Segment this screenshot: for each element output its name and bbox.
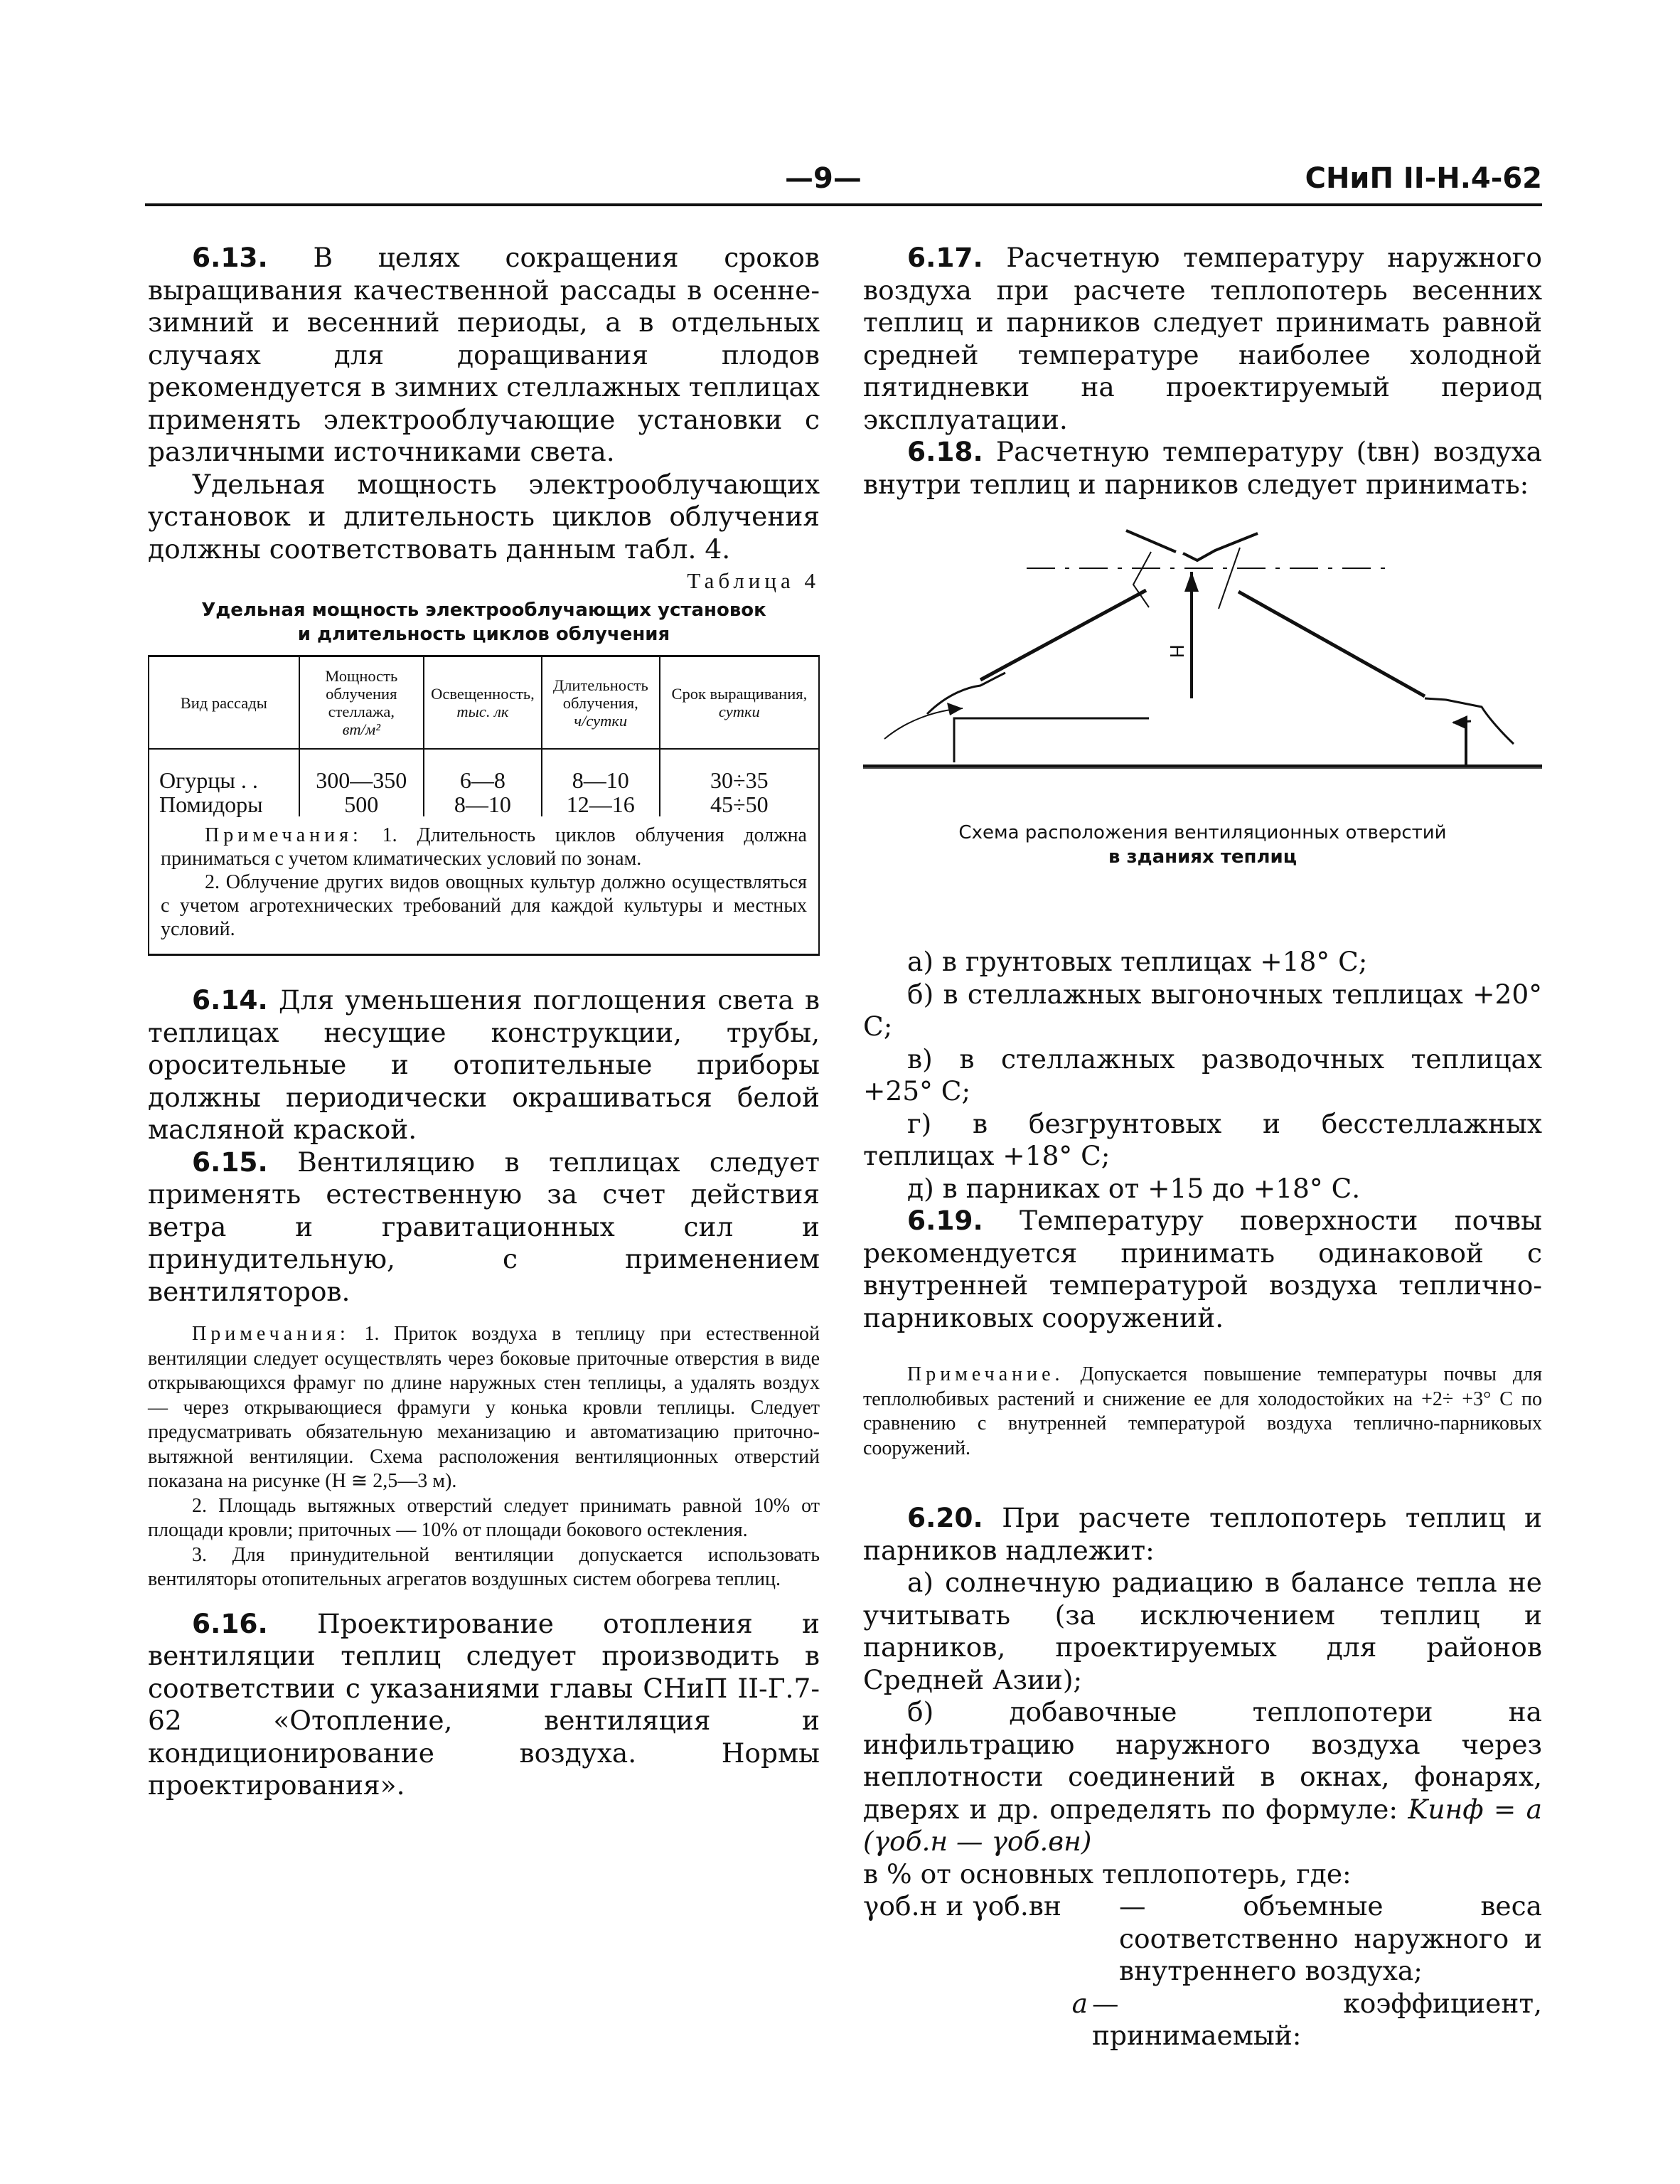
note-text: Допускается повышение температуры почвы для теплолюбивых растений и снижение ее для холодостойких на +2÷ +3° С по сравнению с внутренней температурой воздуха теплично-парниковых сооружений. (863, 1363, 1542, 1459)
note-text: 2. Облучение других видов овощных культур должно осуществляться с учетом агротехнических требований для каждой культуры и местных условий. (161, 871, 807, 940)
temperature-item-d: д) в парниках от +15 до +18° С. (907, 1172, 1361, 1204)
table-header-cell: Мощность облучения стеллажа, вт/м² (299, 656, 424, 750)
table-title (148, 598, 820, 646)
paragraph-6-14 (148, 984, 820, 1146)
paragraph-6-19 (863, 1205, 1542, 1334)
table-header-row (149, 656, 819, 750)
table-header-cell: Освещенность, тыс. лк (424, 656, 542, 750)
infiltration-formula: Kинф = a (γоб.н — γоб.вн) (863, 1793, 1542, 1857)
paragraph-text: Для уменьшения поглощения света в теплицах несущие конструкции, трубы, оросительные и отопительные приборы должны периодически окрашиваться белой масляной краской. (148, 984, 820, 1145)
right-column (863, 242, 1542, 2052)
table-header-cell: Длительность облучения, ч/сутки (542, 656, 660, 750)
table-notes-row (149, 816, 819, 955)
table-cell: Огурцы . . Помидоры (149, 749, 299, 816)
note-label: Примечание. (907, 1363, 1064, 1385)
table-row (149, 749, 819, 816)
clause-number: 6.13. (192, 242, 268, 273)
paragraph-text: Проектирование отопления и вентиляции теплиц следует производить в соответствии с указаниями главы СНиП II-Г.7-62 «Отопление, вентиляция и кондиционирование воздуха. Нормы проектирования». (148, 1607, 820, 1801)
definition-symbol: a (1071, 1987, 1088, 2019)
temperature-item-v: в) в стеллажных разводочных теплицах +25° С; (863, 1043, 1542, 1107)
greenhouse-section-drawing (863, 508, 1542, 821)
exhaust-arrow-right (1219, 548, 1240, 609)
paragraph-text: Вентиляцию в теплицах следует применять естественную за счет действия ветра и гравитационных сил и принудительную, с применением вентиляторов. (148, 1146, 820, 1307)
exhaust-arrow-left (1133, 552, 1151, 607)
table-header-cell: Срок выращивания, сутки (660, 656, 819, 750)
irradiation-table (148, 655, 820, 956)
table-title-line-1: Удельная мощность электрооблучающих установок (201, 600, 766, 621)
table-caption: Таблица 4 (687, 568, 820, 593)
ventilation-diagram (863, 508, 1542, 821)
paragraph-text: Расчетную температуру (tвн) воздуха внутри теплиц и парников следует принимать: (863, 436, 1542, 500)
note-6-19 (863, 1363, 1542, 1461)
temperature-item-g: г) в безгрунтовых и бесстеллажных теплицах +18° С; (863, 1107, 1542, 1171)
clause-number: 6.20. (907, 1502, 983, 1533)
clause-number: 6.17. (907, 242, 983, 273)
height-label: Н (1165, 644, 1187, 659)
clause-number: 6.19. (907, 1205, 983, 1236)
note-6-15-2: 2. Площадь вытяжных отверстий следует принимать равной 10% от площади кровли; приточных — 10% от площади бокового остекления. (148, 1494, 820, 1541)
note-label: Примечания: (192, 1323, 350, 1345)
paragraph-6-16 (148, 1608, 820, 1802)
paragraph-6-20-b (863, 1696, 1542, 1858)
table-header-cell: Вид рассады (149, 656, 299, 750)
paragraph-6-13 (148, 242, 820, 469)
roof-slope-right (1238, 592, 1425, 696)
table-cell: 6—8 8—10 (424, 749, 542, 816)
clause-number: 6.16. (192, 1607, 268, 1639)
page-number: —9— (785, 162, 862, 195)
paragraph-6-13-b: Удельная мощность электрооблучающих установок и длительность циклов облучения должны соответствовать данным табл. 4. (148, 468, 820, 565)
table-notes (149, 816, 819, 955)
note-label: Примечания: (205, 824, 363, 846)
document-code: СНиП II-Н.4-62 (1305, 162, 1542, 195)
figure-caption-line-2: в зданиях теплиц (1108, 846, 1298, 868)
left-column (148, 242, 820, 1802)
paragraph-6-15 (148, 1146, 820, 1309)
paragraph-6-18 (863, 436, 1542, 501)
table-title-line-2: и длительность циклов облучения (297, 624, 670, 645)
definition-text: — объемные веса соответственно наружного и внутреннего воздуха; (1119, 1890, 1542, 1986)
paragraph-text: При расчете теплопотерь теплиц и парников надлежит: (863, 1502, 1542, 1566)
temperature-item-a: а) в грунтовых теплицах +18° С; (907, 946, 1368, 977)
paragraph-text: б) добавочные теплопотери на инфильтрацию наружного воздуха через неплотности соединений в окнах, фонарях, дверях и др. определять по формуле: (863, 1696, 1542, 1825)
note-6-15-1 (148, 1322, 820, 1494)
definition-row (863, 1988, 1542, 2052)
paragraph-6-17 (863, 242, 1542, 436)
note-text: 1. Приток воздуха в теплицу при естественной вентиляции следует осуществлять через боковые приточные отверстия в виде открывающихся фрамуг по длине наружных стен теплицы, а удалять воздух — через открывающиеся фрамуги у конька кровли теплицы. Следует предусматривать обязательную механизацию и автоматизацию приточно-вытяжной вентиляции. Схема расположения вентиляционных отверстий показана на рисунке (H ≅ 2,5—3 м). (148, 1323, 820, 1492)
table-cell: 300—350 500 (299, 749, 424, 816)
figure-caption (863, 821, 1542, 869)
side-vent-left (927, 673, 1005, 714)
formula-tail: в % от основных теплопотерь, где: (863, 1858, 1352, 1890)
ridge-vent-right (1183, 533, 1258, 560)
wall-left (954, 718, 1149, 762)
clause-number: 6.18. (907, 436, 983, 467)
definition-text: — коэффициент, принимаемый: (1092, 1987, 1542, 2051)
paragraph-6-20-a: а) солнечную радиацию в балансе тепла не учитывать (за исключением теплиц и парников, проектируемых для районов Средней Азии); (863, 1567, 1542, 1695)
height-arrow-top (1184, 572, 1199, 592)
clause-number: 6.15. (192, 1146, 268, 1178)
table-cell: 30÷35 45÷50 (660, 749, 819, 816)
figure-caption-line-1: Схема расположения вентиляционных отверстий (958, 822, 1447, 843)
definition-row (863, 1890, 1542, 1988)
paragraph-text: В целях сокращения сроков выращивания качественной рассады в осенне-зимний и весенний периоды, а в отдельных случаях для доращивания плодов рекомендуется в зимних стеллажных теплицах применять электрооблучающие установки с различными источниками света. (148, 242, 820, 467)
note-text: 1. Длительность циклов облучения должна приниматься с учетом климатических условий по зонам. (161, 824, 807, 870)
clause-number: 6.14. (192, 984, 268, 1016)
temperature-item-b: б) в стеллажных выгоночных теплицах +20° С; (863, 978, 1542, 1042)
ridge-vent-left (1126, 531, 1176, 552)
table-cell: 8—10 12—16 (542, 749, 660, 816)
note-6-15-3: 3. Для принудительной вентиляции допускается использовать вентиляторы отопительных агрегатов воздушных систем обогрева теплиц. (148, 1543, 820, 1590)
definition-symbols: γоб.н и γоб.вн (863, 1890, 1061, 1922)
paragraph-text: Расчетную температуру наружного воздуха при расчете теплопотерь весенних теплиц и парников следует принимать равной средней температуре наиболее холодной пятидневки на проектируемый период эксплуатации. (863, 242, 1542, 435)
paragraph-text: Температуру поверхности почвы рекомендуется принимать одинаковой с внутренней температурой воздуха теплично-парниковых сооружений. (863, 1205, 1542, 1333)
roof-slope-left (980, 590, 1146, 680)
header-rule (145, 203, 1542, 206)
paragraph-6-20 (863, 1502, 1542, 1567)
